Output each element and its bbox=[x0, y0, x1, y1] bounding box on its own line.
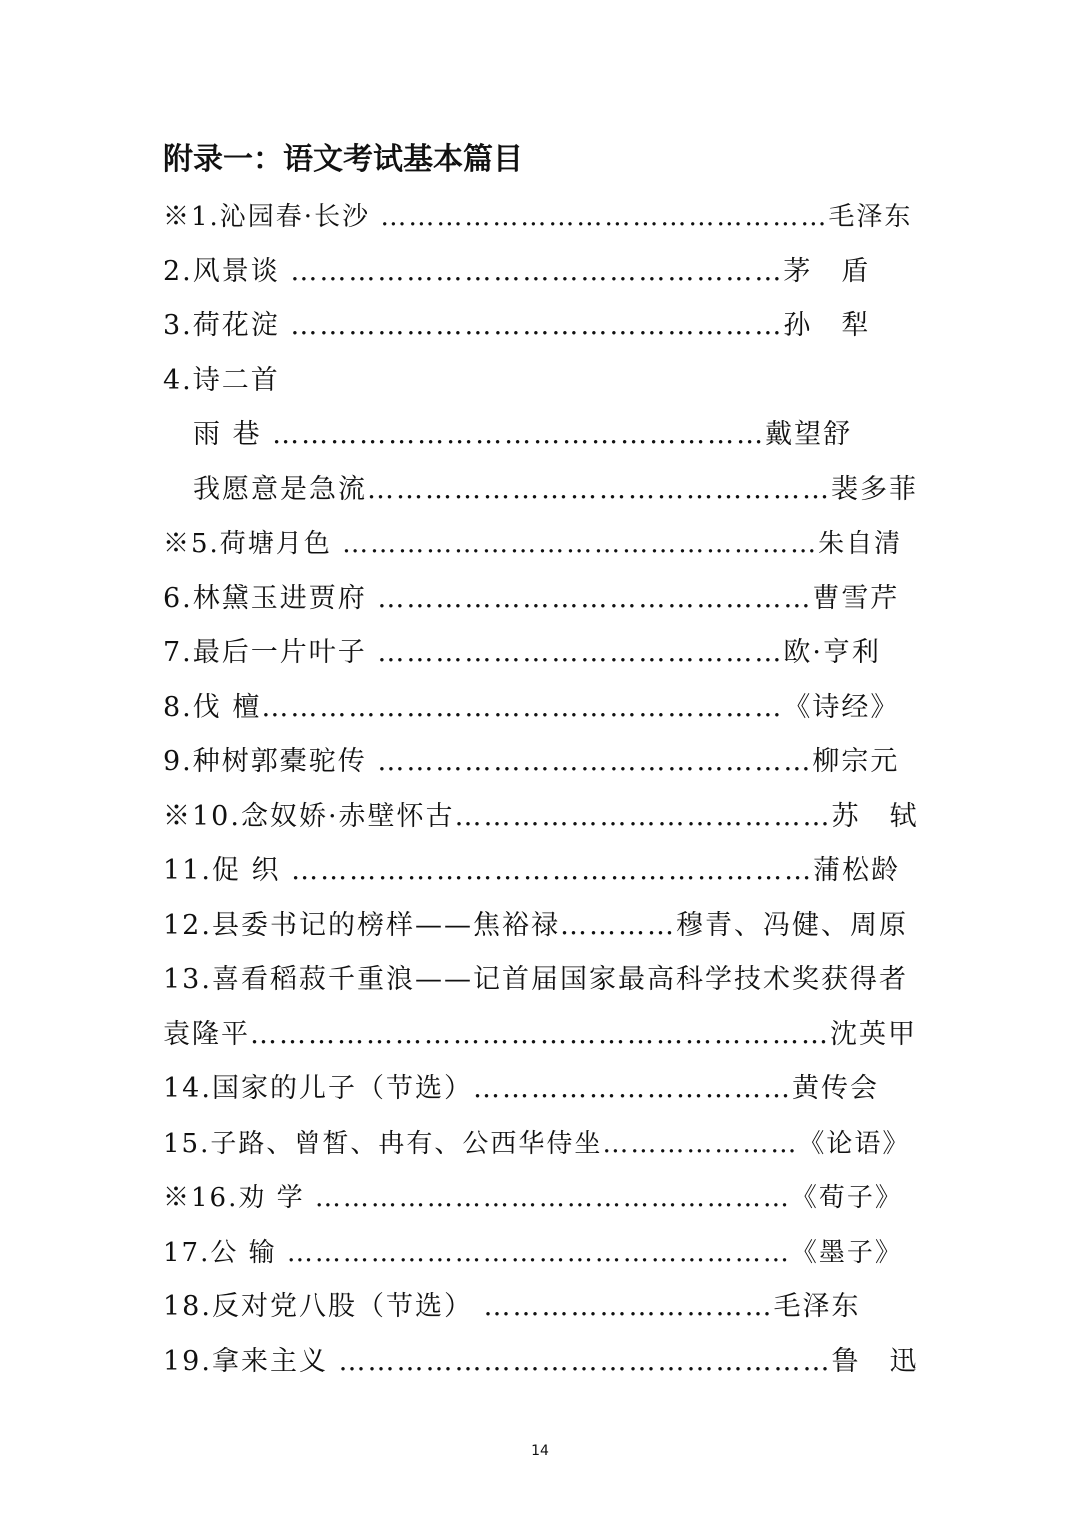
list-item: 15.子路、曾皙、冉有、公西华侍坐…………………《论语》 bbox=[163, 1128, 911, 1159]
page-number: 14 bbox=[531, 1443, 549, 1459]
list-item: 8.伐 檀………………………………………………《诗经》 bbox=[163, 691, 900, 723]
list-item: 12.县委书记的榜样——焦裕禄…………穆青、冯健、周原 bbox=[163, 909, 908, 941]
list-item: ※5.荷塘月色 ……………………………………………朱自清 bbox=[163, 529, 903, 559]
list-item: 7.最后一片叶子 ……………………………………欧·亨利 bbox=[163, 637, 881, 668]
list-item: 11.促 织 ………………………………………………蒲松龄 bbox=[163, 855, 901, 886]
list-item: 3.荷花淀 ……………………………………………孙 犁 bbox=[163, 310, 871, 341]
list-item: 6.林黛玉进贾府 ………………………………………曹雪芹 bbox=[163, 582, 900, 614]
list-item: 我愿意是急流…………………………………………裴多菲 bbox=[193, 473, 918, 505]
list-item: ※10.念奴娇·赤壁怀古…………………………………苏 轼 bbox=[163, 800, 919, 832]
list-item: 14.国家的儿子（节选）……………………………黄传会 bbox=[163, 1073, 879, 1104]
list-item: 4.诗二首 bbox=[163, 364, 280, 396]
list-item: 2.风景谈 ……………………………………………茅 盾 bbox=[163, 255, 871, 287]
list-item: 雨 巷 ……………………………………………戴望舒 bbox=[193, 419, 853, 450]
list-item: 17.公 输 ………………………………………………《墨子》 bbox=[163, 1237, 903, 1268]
list-item: ※1.沁园春·长沙 …………………………………………毛泽东 bbox=[163, 202, 913, 232]
list-item: 袁隆平……………………………………………………沈英甲 bbox=[163, 1018, 917, 1050]
page-title: 附录一：语文考试基本篇目 bbox=[163, 142, 523, 177]
list-item: 19.拿来主义 ……………………………………………鲁 迅 bbox=[163, 1345, 919, 1377]
list-item: 9.种树郭橐驼传 ………………………………………柳宗元 bbox=[163, 746, 900, 777]
article-list bbox=[163, 190, 923, 1389]
list-item: 18.反对党八股（节选） …………………………毛泽东 bbox=[163, 1291, 861, 1322]
list-item: 13.喜看稻菽千重浪——记首届国家最高科学技术奖获得者 bbox=[163, 964, 908, 995]
list-item: ※16.劝 学 ……………………………………………《荀子》 bbox=[163, 1183, 903, 1213]
